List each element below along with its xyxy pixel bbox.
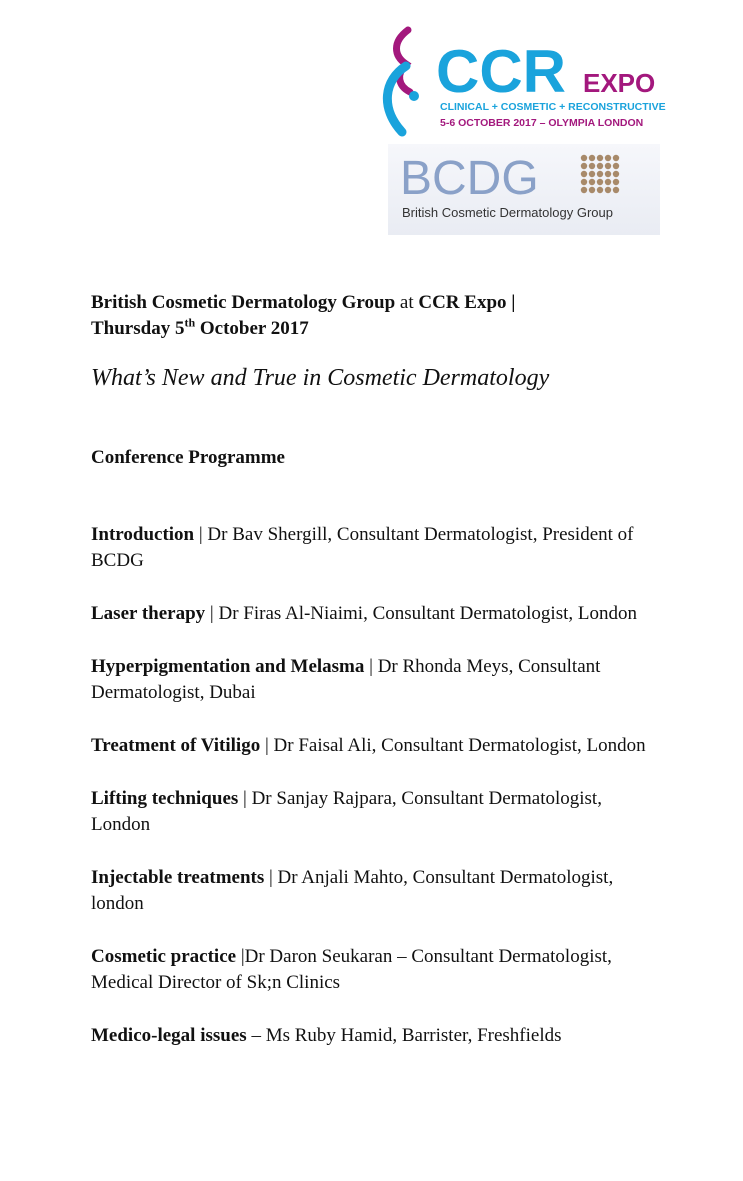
programme-title: Conference Programme — [91, 447, 285, 468]
session-item: Introduction | Dr Bav Shergill, Consultant Dermatologist, President of BCDG — [91, 524, 634, 571]
ccr-logo-tagline: CLINICAL + COSMETIC + RECONSTRUCTIVE — [440, 101, 666, 113]
session-item: Hyperpigmentation and Melasma | Dr Rhonda Meys, Consultant Dermatologist, Dubai — [91, 656, 601, 703]
session-item: Cosmetic practice |Dr Daron Seukaran – Consultant Dermatologist, Medical Director of Sk;n Clinics — [91, 946, 612, 993]
org-name: British Cosmetic Dermatology Group — [91, 292, 396, 313]
event-name: CCR Expo | — [418, 292, 516, 313]
ccr-logo-date: 5-6 OCTOBER 2017 – OLYMPIA LONDON — [440, 117, 644, 129]
session-item: Lifting techniques | Dr Sanjay Rajpara, Consultant Dermatologist, London — [91, 788, 602, 835]
event-day: Thursday 5th October 2017 — [91, 315, 309, 339]
heading-at: at — [395, 292, 419, 313]
session-list — [91, 522, 711, 1049]
conference-subtitle: What’s New and True in Cosmetic Dermatology — [91, 365, 550, 391]
ccr-expo-logo — [378, 22, 678, 137]
swirl-icon — [397, 30, 411, 92]
bcdg-logo — [388, 144, 660, 235]
ccr-logo-suffix: EXPO — [583, 68, 656, 98]
bcdg-logo-name: British Cosmetic Dermatology Group — [402, 205, 613, 220]
bcdg-logo-abbr: BCDG — [400, 152, 539, 205]
document-body — [91, 290, 711, 1076]
session-item: Injectable treatments | Dr Anjali Mahto, Consultant Dermatologist, london — [91, 867, 614, 914]
session-item: Medico-legal issues – Ms Ruby Hamid, Barrister, Freshfields — [91, 1025, 562, 1046]
session-item: Treatment of Vitiligo | Dr Faisal Ali, Consultant Dermatologist, London — [91, 735, 646, 756]
session-item: Laser therapy | Dr Firas Al-Niaimi, Consultant Dermatologist, London — [91, 603, 637, 624]
dot-grid-icon — [581, 155, 619, 193]
event-heading — [91, 290, 711, 342]
logo-area — [378, 22, 678, 242]
ccr-logo-main: CCR — [436, 38, 566, 105]
